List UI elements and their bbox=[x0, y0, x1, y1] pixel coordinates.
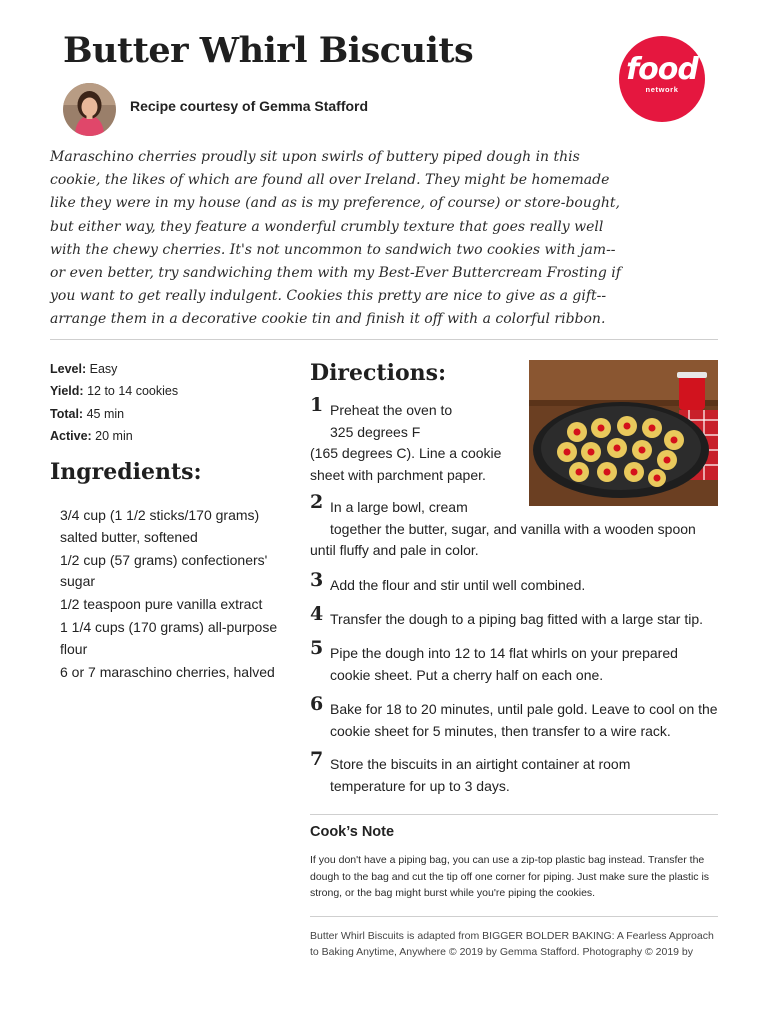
step-text-line: together the butter, sugar, and vanilla with a wooden spoon bbox=[330, 520, 696, 537]
step-number: 2 bbox=[310, 491, 324, 513]
direction-step-1 bbox=[310, 394, 525, 486]
logo-brand-text: food bbox=[626, 52, 698, 87]
credits-text: Butter Whirl Biscuits is adapted from BIGGER BOLDER BAKING: A Fearless Approach to Baking Anytime, Anywhere © 2019 by Gemma Stafford. Photography © 2019 by bbox=[310, 930, 714, 958]
recipe-photo bbox=[529, 360, 718, 506]
meta-total bbox=[50, 407, 178, 429]
step-text: Store the biscuits in an airtight container at room temperature for up to 3 days. bbox=[330, 756, 631, 794]
step-text: Add the flour and stir until well combined. bbox=[330, 577, 586, 593]
meta-label: Active: bbox=[50, 428, 92, 443]
step-number: 6 bbox=[310, 693, 324, 715]
step-text-line: Preheat the oven to bbox=[330, 402, 453, 418]
meta-value: 12 to 14 cookies bbox=[87, 384, 179, 399]
direction-step-6 bbox=[310, 693, 720, 742]
direction-step-5 bbox=[310, 637, 705, 686]
meta-value: 45 min bbox=[86, 406, 125, 421]
meta-label: Total: bbox=[50, 406, 84, 421]
ingredient-item: 3/4 cup (1 1/2 sticks/170 grams) salted butter, softened bbox=[60, 507, 260, 545]
credits-divider bbox=[310, 916, 718, 917]
step-number: 4 bbox=[310, 603, 324, 625]
direction-step-2 bbox=[310, 491, 720, 562]
directions-heading: Directions: bbox=[310, 360, 447, 386]
step-number: 7 bbox=[310, 748, 324, 770]
recipe-description: Maraschino cherries proudly sit upon swirls of buttery piped dough in this cookie, the likes of which are found all over Ireland. They might be homemade like they were in my house (and as is my preference, of course) or store-bought, but either way, they feature a wonderful crumbly texture that goes really well with the chewy cherries. It's not uncommon to sandwich two cookies with jam--or even better, try sandwiching them with my Best-Ever Buttercream Frosting if you want to get really indulgent. Cookies this pretty are nice to give as a gift--arrange them in a decorative cookie tin and finish it off with a colorful ribbon. bbox=[50, 149, 621, 328]
meta-label: Level: bbox=[50, 362, 87, 376]
meta-value: 20 min bbox=[95, 428, 133, 443]
author-avatar bbox=[63, 83, 116, 136]
meta-yield bbox=[50, 384, 178, 406]
meta-label: Yield: bbox=[50, 384, 84, 399]
step-text-rest: until fluffy and pale in color. bbox=[310, 542, 479, 558]
step-number: 3 bbox=[310, 569, 324, 591]
cooks-note-divider bbox=[310, 814, 718, 815]
step-text-line: 325 degrees F bbox=[330, 423, 421, 440]
ingredient-item: 1 1/4 cups (170 grams) all-purpose flour bbox=[60, 619, 278, 657]
ingredient-item: 1/2 teaspoon pure vanilla extract bbox=[60, 596, 263, 612]
ingredient-item: 1/2 cup (57 grams) confectioners' sugar bbox=[60, 551, 268, 589]
header-divider bbox=[50, 339, 718, 340]
cooks-note-title: Cook’s Note bbox=[310, 824, 395, 840]
step-text-rest: (165 degrees C). Line a cookie sheet with parchment paper. bbox=[310, 445, 502, 483]
meta-active bbox=[50, 429, 178, 451]
ingredients-list bbox=[60, 505, 282, 685]
ingredient-item: 6 or 7 maraschino cherries, halved bbox=[60, 663, 275, 680]
step-number: 1 bbox=[310, 394, 324, 416]
logo-sub-text: network bbox=[645, 85, 679, 94]
food-network-logo[interactable] bbox=[619, 36, 705, 122]
direction-step-3 bbox=[310, 569, 720, 597]
direction-step-4 bbox=[310, 603, 720, 631]
step-text: Pipe the dough into 12 to 14 flat whirls on your prepared cookie sheet. Put a cherry half on each one. bbox=[330, 645, 678, 683]
meta-level bbox=[50, 362, 178, 384]
meta-value: Easy bbox=[89, 362, 118, 376]
ingredients-heading: Ingredients: bbox=[50, 459, 202, 485]
step-number: 5 bbox=[310, 637, 324, 659]
direction-step-7 bbox=[310, 748, 690, 797]
recipe-courtesy[interactable]: Recipe courtesy of Gemma Stafford bbox=[130, 98, 369, 114]
recipe-meta bbox=[50, 362, 178, 451]
step-text: Bake for 18 to 20 minutes, until pale gold. Leave to cool on the cookie sheet for 5 minutes, then transfer to a wire rack. bbox=[330, 701, 718, 739]
author-photo bbox=[63, 83, 116, 136]
step-text: Transfer the dough to a piping bag fitted with a large star tip. bbox=[330, 611, 704, 627]
step-text-line: In a large bowl, cream bbox=[330, 499, 468, 515]
cookie-tray-image bbox=[529, 360, 718, 506]
recipe-title: Butter Whirl Biscuits bbox=[63, 30, 474, 71]
cooks-note-text: If you don't have a piping bag, you can use a zip-top plastic bag instead. Transfer the dough to the bag and cut the tip off one corner for piping. Just make sure the plastic is strong, or the bag might burst while you're piping the cookies. bbox=[310, 854, 710, 899]
